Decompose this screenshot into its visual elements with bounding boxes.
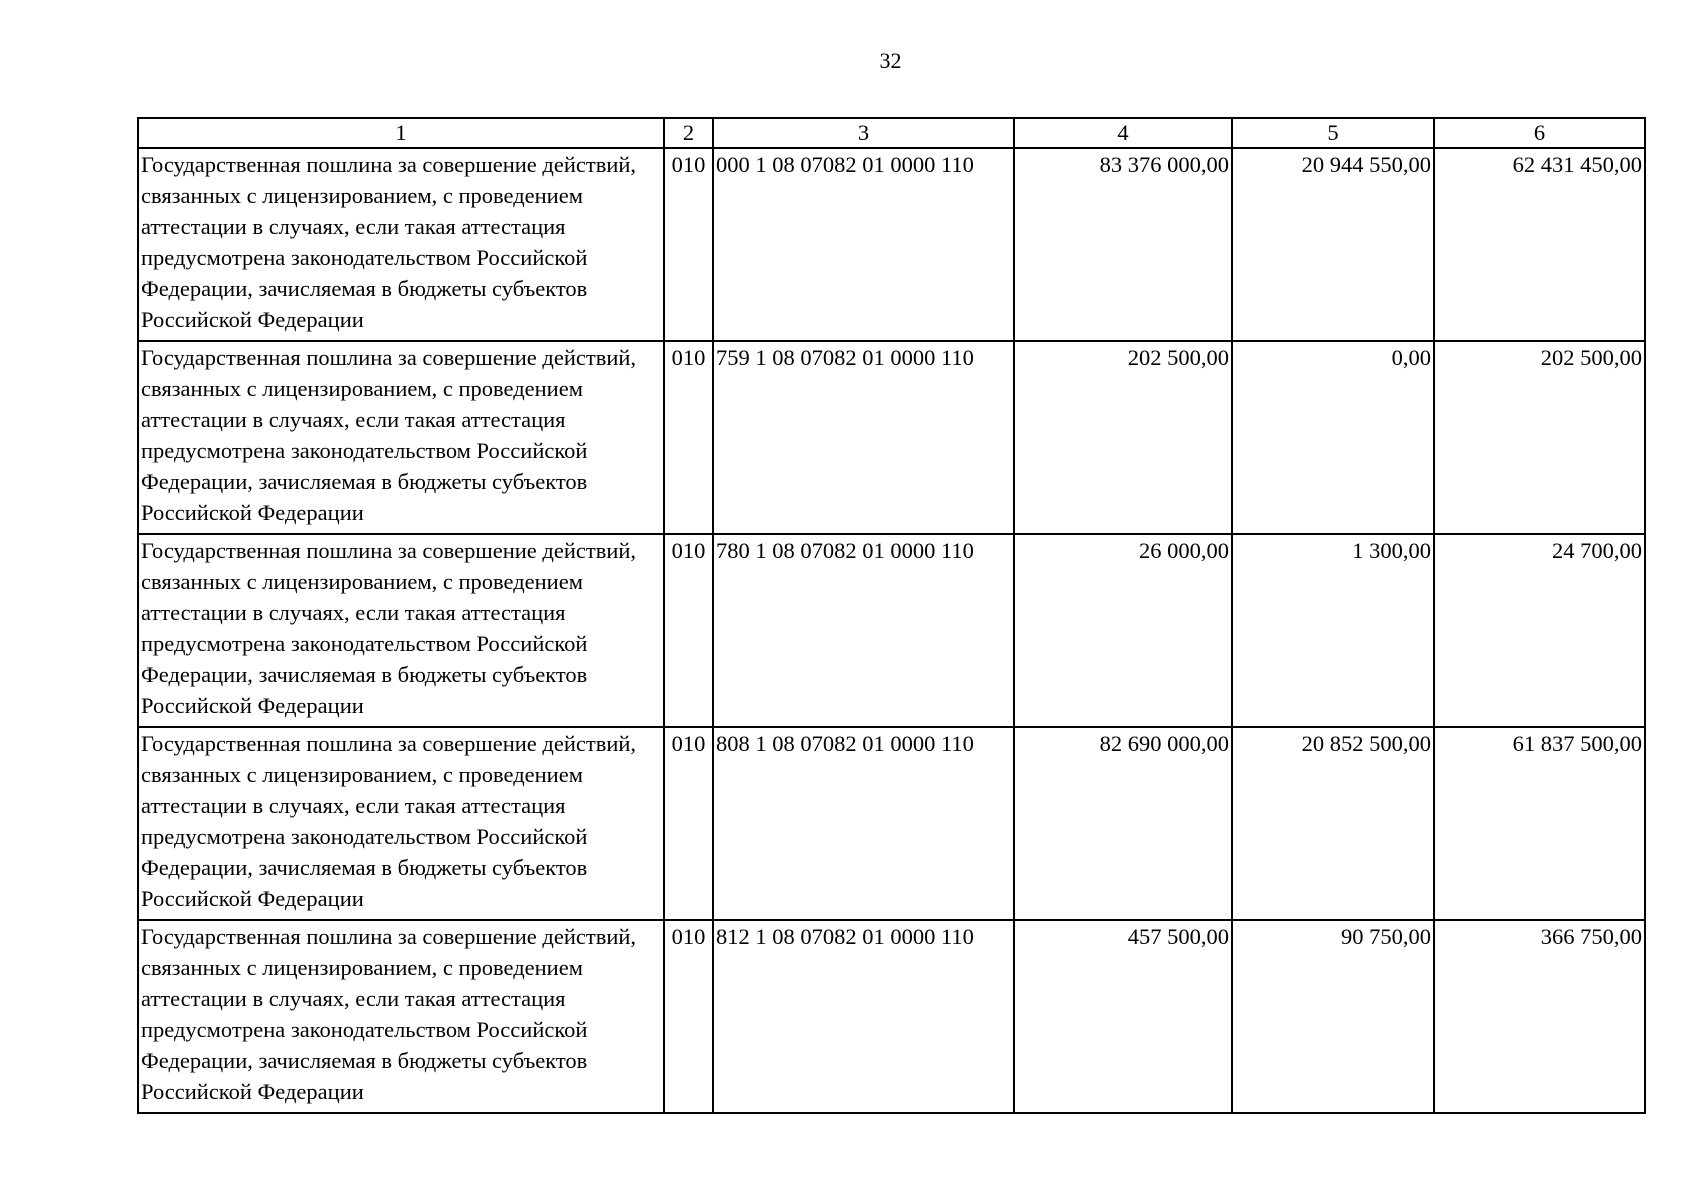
revenue-name-cell: Государственная пошлина за совершение действий, связанных с лицензированием, с проведением аттестации в случаях, если такая аттестация предусмотрена законодательством Российской Федерации, зачисляемая в бюджеты субъектов Российской Федерации [138,534,664,727]
column-header-4: 4 [1014,118,1232,148]
unexecuted-amount-cell: 202 500,00 [1434,341,1645,534]
column-header-5: 5 [1232,118,1434,148]
executed-amount-cell: 1 300,00 [1232,534,1434,727]
table-row [138,534,1645,727]
revenue-name-cell: Государственная пошлина за совершение действий, связанных с лицензированием, с проведением аттестации в случаях, если такая аттестация предусмотрена законодательством Российской Федерации, зачисляемая в бюджеты субъектов Российской Федерации [138,727,664,920]
row-code-cell: 010 [664,920,713,1113]
column-header-6: 6 [1434,118,1645,148]
row-code-cell: 010 [664,534,713,727]
executed-amount-cell: 90 750,00 [1232,920,1434,1113]
budget-code-cell: 780 1 08 07082 01 0000 110 [713,534,1014,727]
unexecuted-amount-cell: 62 431 450,00 [1434,148,1645,341]
budget-table [137,117,1646,1114]
table-row [138,148,1645,341]
revenue-name-cell: Государственная пошлина за совершение действий, связанных с лицензированием, с проведением аттестации в случаях, если такая аттестация предусмотрена законодательством Российской Федерации, зачисляемая в бюджеты субъектов Российской Федерации [138,341,664,534]
table-header-row [138,118,1645,148]
unexecuted-amount-cell: 366 750,00 [1434,920,1645,1113]
table-row [138,341,1645,534]
executed-amount-cell: 0,00 [1232,341,1434,534]
approved-amount-cell: 26 000,00 [1014,534,1232,727]
approved-amount-cell: 457 500,00 [1014,920,1232,1113]
row-code-cell: 010 [664,148,713,341]
approved-amount-cell: 83 376 000,00 [1014,148,1232,341]
row-code-cell: 010 [664,727,713,920]
budget-code-cell: 812 1 08 07082 01 0000 110 [713,920,1014,1113]
executed-amount-cell: 20 852 500,00 [1232,727,1434,920]
approved-amount-cell: 82 690 000,00 [1014,727,1232,920]
column-header-3: 3 [713,118,1014,148]
budget-code-cell: 000 1 08 07082 01 0000 110 [713,148,1014,341]
budget-code-cell: 759 1 08 07082 01 0000 110 [713,341,1014,534]
page-number: 32 [879,48,902,73]
executed-amount-cell: 20 944 550,00 [1232,148,1434,341]
column-header-2: 2 [664,118,713,148]
unexecuted-amount-cell: 61 837 500,00 [1434,727,1645,920]
unexecuted-amount-cell: 24 700,00 [1434,534,1645,727]
table-row [138,727,1645,920]
revenue-name-cell: Государственная пошлина за совершение действий, связанных с лицензированием, с проведением аттестации в случаях, если такая аттестация предусмотрена законодательством Российской Федерации, зачисляемая в бюджеты субъектов Российской Федерации [138,148,664,341]
revenue-name-cell: Государственная пошлина за совершение действий, связанных с лицензированием, с проведением аттестации в случаях, если такая аттестация предусмотрена законодательством Российской Федерации, зачисляемая в бюджеты субъектов Российской Федерации [138,920,664,1113]
column-header-1: 1 [138,118,664,148]
table-row [138,920,1645,1113]
row-code-cell: 010 [664,341,713,534]
approved-amount-cell: 202 500,00 [1014,341,1232,534]
budget-code-cell: 808 1 08 07082 01 0000 110 [713,727,1014,920]
